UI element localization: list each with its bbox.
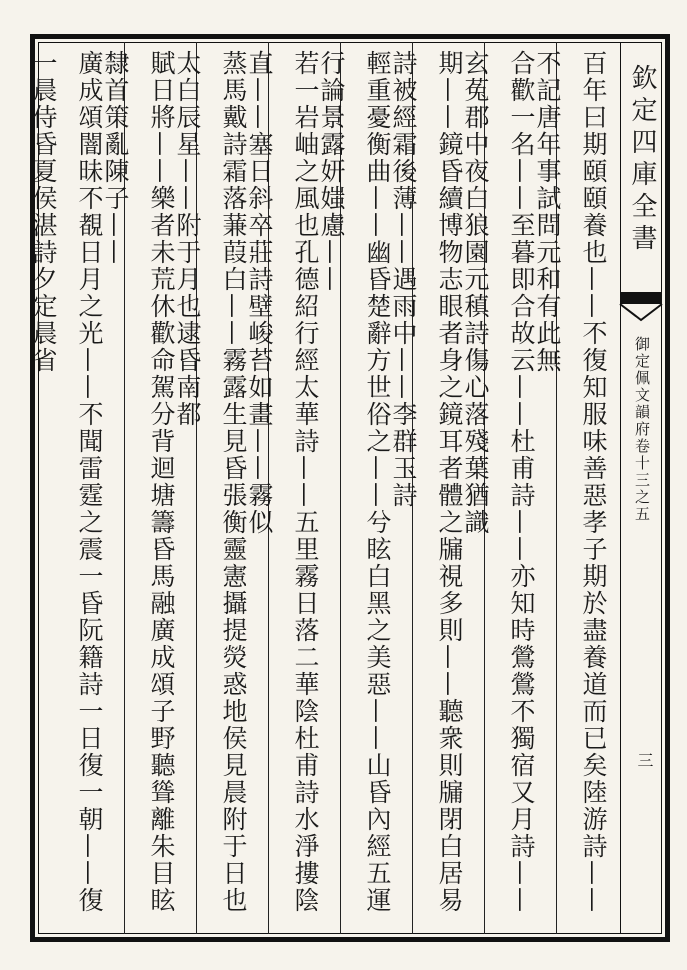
text-column: 賦日將——樂者未荒休歡命駕分背迴塘籌昏馬融廣成頌子野聽聳離朱目眩隸首策亂陳子—— xyxy=(101,50,176,914)
fishtail-mark-icon xyxy=(620,292,662,332)
text-column: 輕重憂衡曲——幽昏楚辭方世俗之——兮眩白黑之美惡——山昏內經五運行論景露妍媸慮—— xyxy=(317,50,392,914)
volume-section: 御定佩文韻府卷十三之五 xyxy=(633,336,651,523)
text-column: 廣成頌闇昧不覩日月之光——不聞雷霆之震一昏阮籍詩一日復一朝——復一晨侍昏夏侯湛詩夕定晨省 xyxy=(29,50,104,914)
text-column: 期——鏡昏續博物志眼者身之鏡耳者體之牖視多則——聽衆則牖閉白居易詩被經霜後薄——遇雨中——李群玉詩 xyxy=(389,50,464,914)
text-column: 百年曰期頤頤養也——不復知服味善惡孝子期於盡養道而已矣陸游詩——不記唐年事試問元和有此無 xyxy=(533,50,608,914)
book-title: 欽定四庫全書 xyxy=(627,64,657,256)
page-number: 三 xyxy=(635,752,654,768)
text-column: 若一岩岫之風也孔德紹行經太華詩——五里霧日落二華陰杜甫詩水淨摟陰直——塞日斜卒莊詩壁峻苔如畫——霧似 xyxy=(245,50,320,914)
text-column: 蒸馬戴詩霜落蒹葭白——霧露生見昏張衡靈憲攝提熒惑地侯見晨附于日也太白辰星——附于月也逮昏南都 xyxy=(173,50,248,914)
text-column: 合歡一名——至暮即合故云——杜甫詩——亦知時鶯鶯不獨宿又月詩——玄菟郡中夜白狼園元稹詩傷心落殘葉猶識 xyxy=(461,50,536,914)
